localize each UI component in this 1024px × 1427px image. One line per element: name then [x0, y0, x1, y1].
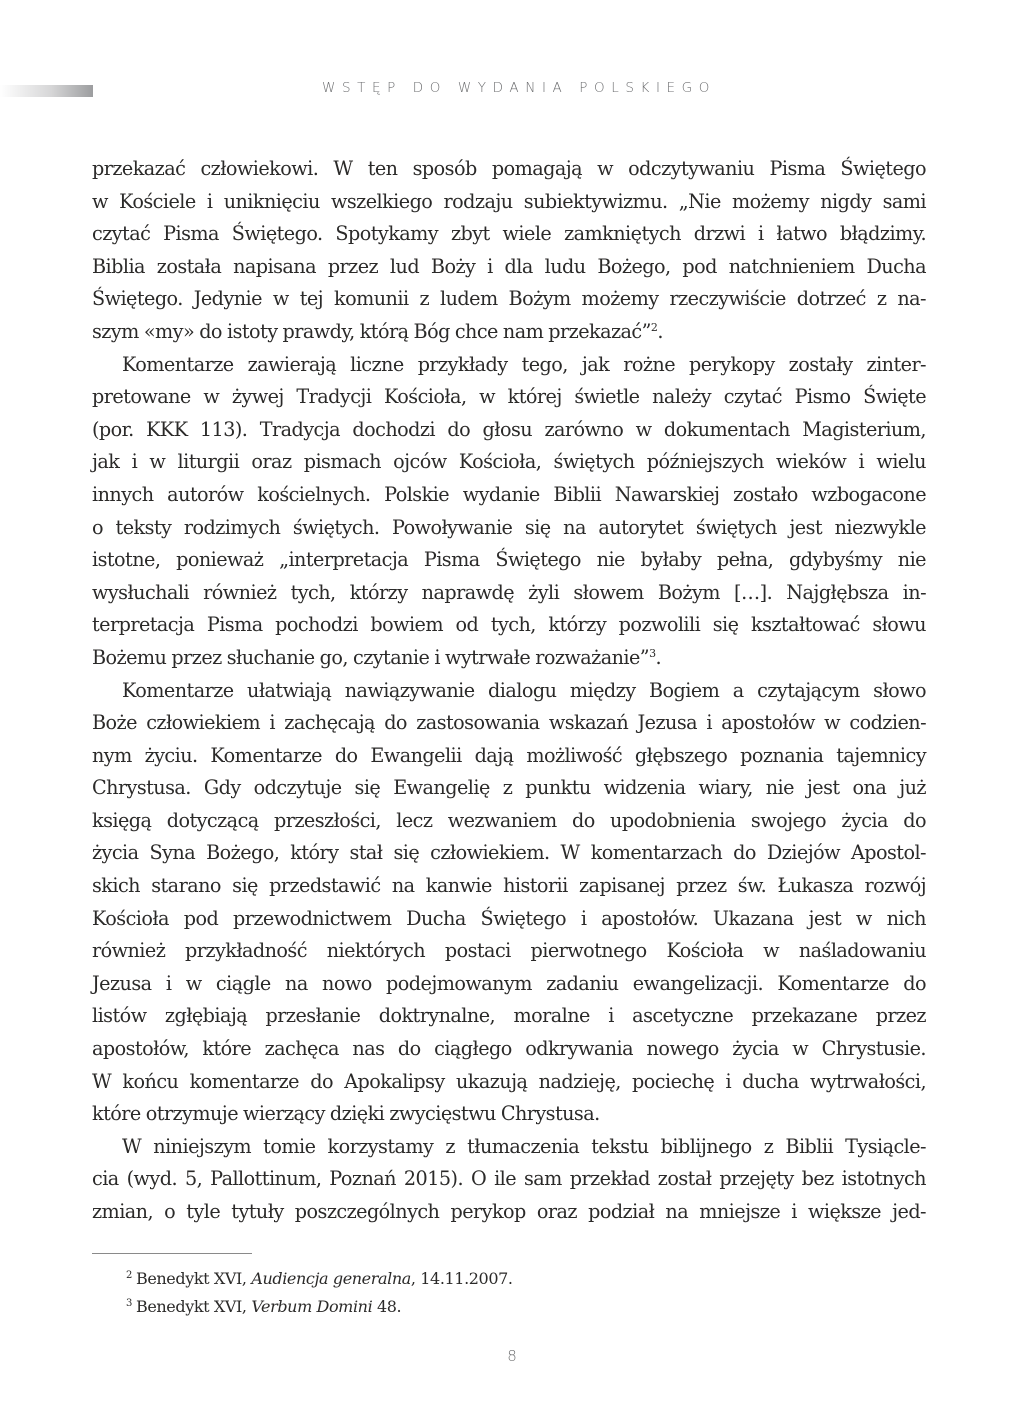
text-line [92, 544, 926, 577]
text-line [92, 675, 926, 708]
line-text: Jezusa i w ciągle na nowo podejmowanym zadaniu ewangelizacji. Komentarze do [92, 971, 926, 995]
line-text: zmian, o tyle tytuły poszczególnych perykop oraz podział na mniejsze i większe jed- [92, 1200, 926, 1223]
footnote-author: Benedykt XVI, [135, 1269, 252, 1288]
text-line [92, 609, 926, 642]
text-line [92, 1066, 926, 1099]
line-text: które otrzymuje wierzący dzięki zwycięstwu Chrystusa. [92, 1102, 600, 1126]
text-line [92, 414, 926, 447]
text-line [92, 1196, 926, 1229]
sentence-end: . [655, 645, 662, 669]
line-text: wysłuchali również tych, którzy naprawdę żyli słowem Bożym […]. Najgłębsza in- [92, 580, 926, 604]
line-text: o teksty rodzimych świętych. Powoływanie się na autorytet świętych jest niezwykle [92, 515, 926, 539]
footnote-reference[interactable]: 2 [650, 320, 658, 334]
text-line [92, 740, 926, 773]
text-line [92, 446, 926, 479]
line-text: terpretacja Pisma pochodzi bowiem od tych, którzy pozwolili się kształtować słowu [92, 613, 926, 637]
paragraph [92, 1131, 926, 1229]
line-text: listów zgłębiają przesłanie doktrynalne, moralne i ascetyczne przekazane przez [92, 1004, 926, 1028]
footnote-title: Verbum Domini [251, 1297, 373, 1316]
footnote-divider [92, 1253, 252, 1254]
footnote-number: 3 [126, 1298, 132, 1309]
footnote-author: Benedykt XVI, [135, 1297, 252, 1316]
text-line [92, 772, 926, 805]
text-line [92, 805, 926, 838]
footnote-rest: , 14.11.2007. [410, 1269, 513, 1288]
line-text: przekazać człowiekowi. W ten sposób pomagają w odczytywaniu Pisma Świętego [92, 157, 926, 180]
text-line [92, 1033, 926, 1066]
running-head: WSTĘP DO WYDANIA POLSKIEGO [322, 80, 716, 96]
footnotes [126, 1265, 513, 1321]
text-line [92, 381, 926, 414]
footnote-number: 2 [126, 1270, 132, 1281]
line-text: cia (wyd. 5, Pallottinum, Poznań 2015). O ile sam przekład został przejęty bez istotnych [92, 1167, 926, 1191]
line-text: księgą dotyczącą przeszłości, lecz wezwaniem do upodobnienia swojego życia do [92, 808, 926, 832]
text-line [92, 1163, 926, 1196]
text-line [92, 870, 926, 903]
line-text: jak i w liturgii oraz pismach ojców Kościoła, świętych późniejszych wieków i wielu [92, 450, 926, 474]
paragraph [92, 153, 926, 349]
text-line [92, 479, 926, 512]
line-text: (por. KKK 113). Tradycja dochodzi do głosu zarówno w dokumentach Magisterium, [92, 417, 926, 441]
line-text: życia Syna Bożego, który stał się człowiekiem. W komentarzach do Dziejów Apostol- [92, 841, 926, 865]
text-line [92, 186, 926, 219]
line-text: Komentarze ułatwiają nawiązywanie dialogu między Bogiem a czytającym słowo [122, 678, 926, 702]
text-line [92, 153, 926, 186]
line-text: Biblia została napisana przez lud Boży i dla ludu Bożego, pod natchnieniem Ducha [92, 254, 926, 278]
text-line [92, 349, 926, 382]
line-text: Bożemu przez słuchanie go, czytanie i wytrwałe rozważanie” [92, 645, 650, 669]
page-number: 8 [507, 1347, 517, 1365]
line-text: istotne, ponieważ „interpretacja Pisma Świętego nie byłaby pełna, gdybyśmy nie [92, 548, 926, 572]
text-line [92, 837, 926, 870]
sentence-end: . [657, 319, 663, 343]
line-text: nym życiu. Komentarze do Ewangelii dają możliwość głębszego poznania tajemnicy [92, 743, 926, 767]
line-text: Chrystusa. Gdy odczytuje się Ewangelię z punktu widzenia wiary, nie jest ona już [92, 776, 926, 800]
text-line [92, 903, 926, 936]
line-text: Komentarze zawierają liczne przykłady tego, jak rożne perykopy zostały zinter- [122, 352, 926, 376]
line-text: skich starano się przedstawić na kanwie historii zapisanej przez św. Łukasza rozwój [92, 874, 926, 898]
text-line [92, 577, 926, 610]
line-text: W niniejszym tomie korzystamy z tłumaczenia tekstu biblijnego z Biblii Tysiącle- [122, 1134, 926, 1158]
footnote-rest: 48. [372, 1297, 402, 1316]
line-text: W końcu komentarze do Apokalipsy ukazują nadzieję, pociechę i ducha wytrwałości, [92, 1069, 926, 1093]
line-text: w Kościele i uniknięciu wszelkiego rodzaju subiektywizmu. „Nie możemy nigdy sami [92, 189, 926, 213]
text-line [92, 512, 926, 545]
text-line [92, 1131, 926, 1164]
paragraph [92, 675, 926, 1131]
text-line [92, 1000, 926, 1033]
paragraph [92, 349, 926, 675]
footnote-title: Audiencja generalna [251, 1269, 411, 1288]
line-text: czytać Pisma Świętego. Spotykamy zbyt wiele zamkniętych drzwi i łatwo błądzimy. [92, 222, 926, 246]
footnote-3 [126, 1293, 513, 1321]
footnote-2 [126, 1265, 513, 1293]
text-line [92, 283, 926, 316]
line-text: apostołów, które zachęca nas do ciągłego odkrywania nowego życia w Chrystusie. [92, 1037, 926, 1061]
text-line [92, 316, 926, 349]
text-line [92, 218, 926, 251]
line-text: Kościoła pod przewodnictwem Ducha Świętego i apostołów. Ukazana jest w nich [92, 906, 926, 930]
text-line [92, 707, 926, 740]
text-line [92, 251, 926, 284]
body-text [92, 153, 926, 1229]
line-text: również przykładność niektórych postaci pierwotnego Kościoła w naśladowaniu [92, 939, 926, 963]
text-line [92, 968, 926, 1001]
line-text: pretowane w żywej Tradycji Kościoła, w której świetle należy czytać Pismo Święte [92, 385, 926, 409]
text-line [92, 935, 926, 968]
text-line [92, 642, 926, 675]
text-line [92, 1098, 926, 1131]
line-text: Świętego. Jedynie w tej komunii z ludem Bożym możemy rzeczywiście dotrzeć z na- [92, 287, 926, 311]
line-text: Boże człowiekiem i zachęcają do zastosowania wskazań Jezusa i apostołów w codzien- [92, 711, 926, 735]
line-text: szym «my» do istoty prawdy, którą Bóg chce nam przekazać” [92, 319, 651, 343]
footnote-reference[interactable]: 3 [649, 646, 656, 660]
line-text: innych autorów kościelnych. Polskie wydanie Biblii Nawarskiej zostało wzbogacone [92, 482, 926, 506]
